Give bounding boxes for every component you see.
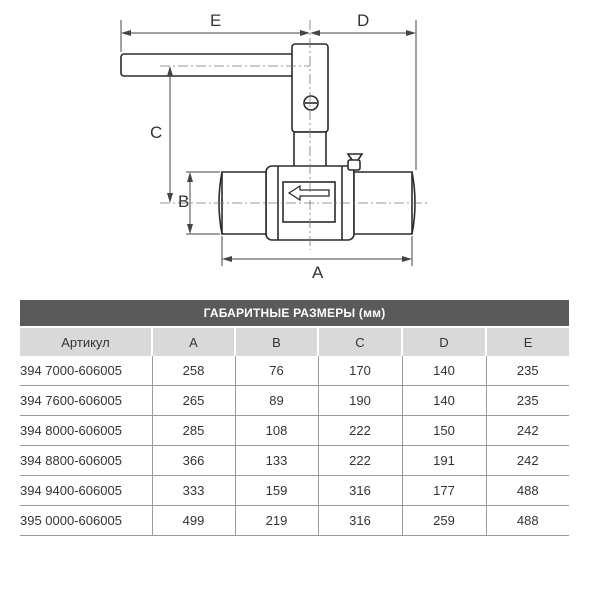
table-row <box>20 356 569 386</box>
cell-c: 170 <box>318 356 402 386</box>
cell-b: 89 <box>235 386 318 416</box>
cell-e: 242 <box>486 416 569 446</box>
cell-c: 316 <box>318 506 402 536</box>
cell-article: 394 8000-606005 <box>20 416 152 446</box>
col-header-c: C <box>318 327 402 356</box>
table-row <box>20 416 569 446</box>
dim-label-a: A <box>312 263 324 282</box>
col-header-article: Артикул <box>20 327 152 356</box>
col-header-d: D <box>402 327 486 356</box>
cell-d: 259 <box>402 506 486 536</box>
cell-d: 177 <box>402 476 486 506</box>
col-header-e: E <box>486 327 569 356</box>
col-header-b: B <box>235 327 318 356</box>
cell-a: 285 <box>152 416 235 446</box>
dim-label-e: E <box>210 11 222 30</box>
cell-d: 140 <box>402 356 486 386</box>
cell-a: 265 <box>152 386 235 416</box>
table-header-row <box>20 327 569 356</box>
cell-b: 76 <box>235 356 318 386</box>
cell-article: 395 0000-606005 <box>20 506 152 536</box>
cell-b: 219 <box>235 506 318 536</box>
cell-article: 394 8800-606005 <box>20 446 152 476</box>
cell-e: 235 <box>486 356 569 386</box>
dim-label-d: D <box>357 11 370 30</box>
cell-b: 133 <box>235 446 318 476</box>
valve-drawing <box>0 0 600 290</box>
cell-a: 258 <box>152 356 235 386</box>
cell-article: 394 7000-606005 <box>20 356 152 386</box>
table-row <box>20 476 569 506</box>
table-row <box>20 386 569 416</box>
cell-d: 191 <box>402 446 486 476</box>
cell-c: 222 <box>318 416 402 446</box>
cell-d: 140 <box>402 386 486 416</box>
dim-label-c: C <box>150 123 163 142</box>
cell-e: 488 <box>486 476 569 506</box>
cell-e: 488 <box>486 506 569 536</box>
cell-c: 316 <box>318 476 402 506</box>
col-header-a: A <box>152 327 235 356</box>
cell-e: 242 <box>486 446 569 476</box>
table-title: ГАБАРИТНЫЕ РАЗМЕРЫ (мм) <box>20 300 569 327</box>
table-row <box>20 506 569 536</box>
cell-e: 235 <box>486 386 569 416</box>
cell-article: 394 7600-606005 <box>20 386 152 416</box>
cell-a: 366 <box>152 446 235 476</box>
cell-a: 333 <box>152 476 235 506</box>
table-row <box>20 446 569 476</box>
cell-d: 150 <box>402 416 486 446</box>
cell-a: 499 <box>152 506 235 536</box>
cell-b: 159 <box>235 476 318 506</box>
cell-b: 108 <box>235 416 318 446</box>
cell-c: 222 <box>318 446 402 476</box>
cell-article: 394 9400-606005 <box>20 476 152 506</box>
dim-label-b: B <box>178 192 190 211</box>
dimensions-table <box>20 300 569 536</box>
cell-c: 190 <box>318 386 402 416</box>
